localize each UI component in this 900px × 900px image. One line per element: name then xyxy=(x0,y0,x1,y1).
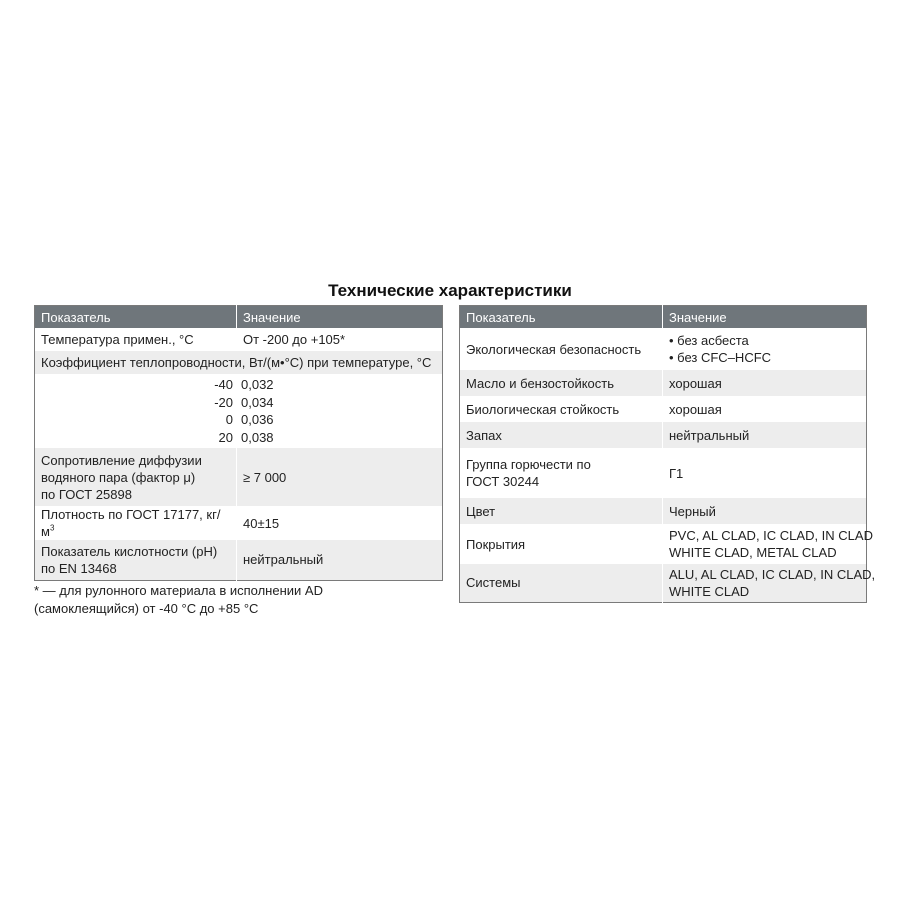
footnote-line: (самоклеящийся) от -40 °С до +85 °С xyxy=(34,601,259,616)
param-cell: Запах xyxy=(460,422,663,448)
value-cell: От -200 до +105* xyxy=(237,328,443,351)
value-line: PVC, AL CLAD, IC CLAD, IN CLAD xyxy=(669,528,873,543)
column-header-parameter: Показатель xyxy=(460,306,663,329)
table-row xyxy=(35,448,443,506)
param-cell xyxy=(35,540,237,580)
value-line: WHITE CLAD, METAL CLAD xyxy=(669,545,837,560)
column-header-parameter: Показатель xyxy=(35,306,237,329)
value-line: ALU, AL CLAD, IC CLAD, IN CLAD, xyxy=(669,566,876,582)
param-line: Сопротивление диффузии xyxy=(41,452,202,468)
temperature-value: 0 xyxy=(225,412,233,427)
table-row xyxy=(35,351,443,374)
value-line: WHITE CLAD xyxy=(669,583,750,599)
temperature-list xyxy=(41,376,241,446)
value-cell: нейтральный xyxy=(663,422,867,448)
param-cell xyxy=(460,448,663,498)
param-line: ГОСТ 30244 xyxy=(466,474,540,489)
superscript: 3 xyxy=(49,523,55,533)
footnote xyxy=(34,582,454,618)
param-line: по EN 13468 xyxy=(41,560,117,576)
right-spec-table xyxy=(459,305,876,603)
value-cell: хорошая xyxy=(663,396,867,422)
value-cell: ≥ 7 000 xyxy=(237,448,443,506)
table-row xyxy=(460,498,867,524)
param-cell: Температура примен., °С xyxy=(35,328,237,351)
table-row xyxy=(460,422,867,448)
param-cell: Покрытия xyxy=(460,524,663,564)
param-line: Показатель кислотности (pH) xyxy=(41,543,218,559)
table-row xyxy=(460,396,867,422)
value-cell: Черный xyxy=(663,498,867,524)
temperature-value: -40 xyxy=(214,377,233,392)
value-line: • без асбеста xyxy=(669,333,749,348)
footnote-line: * — для рулонного материала в исполнении AD xyxy=(34,583,323,598)
param-cell: Биологическая стойкость xyxy=(460,396,663,422)
param-line: по ГОСТ 25898 xyxy=(41,486,132,502)
value-cell: нейтральный xyxy=(237,540,443,580)
value-cell xyxy=(663,564,876,602)
temperature-value: 20 xyxy=(218,429,233,445)
page-title: Технические характеристики xyxy=(328,281,572,300)
value-cell: хорошая xyxy=(663,370,867,396)
table-row xyxy=(460,524,867,564)
value-cell xyxy=(663,328,867,370)
table-row xyxy=(35,328,443,351)
param-line: водяного пара (фактор μ) xyxy=(41,469,196,485)
table-header-row xyxy=(460,306,867,329)
param-cell xyxy=(35,448,237,506)
param-text: Плотность по ГОСТ 17177, кг/м xyxy=(41,507,221,539)
value-cell: Г1 xyxy=(663,448,867,498)
left-spec-table xyxy=(34,305,443,581)
conductivity-value: 0,038 xyxy=(241,429,274,445)
table-row xyxy=(35,374,443,448)
param-cell: Масло и бензостойкость xyxy=(460,370,663,396)
temperature-conductivity-cell xyxy=(35,374,443,448)
table-row xyxy=(460,370,867,396)
value-cell xyxy=(663,524,873,564)
conductivity-value: 0,034 xyxy=(241,394,274,410)
param-cell xyxy=(35,506,237,540)
conductivity-list xyxy=(241,376,274,446)
temperature-value: -20 xyxy=(214,394,233,410)
param-cell: Системы xyxy=(460,564,663,602)
table-header-row xyxy=(35,306,443,329)
table-row xyxy=(35,506,443,540)
param-cell: Экологическая безопасность xyxy=(460,328,663,370)
param-cell-full: Коэффициент теплопроводности, Вт/(м•°С) при температуре, °С xyxy=(35,351,443,374)
column-header-value: Значение xyxy=(237,306,443,329)
value-cell: 40±15 xyxy=(237,506,443,540)
table-row xyxy=(460,564,867,602)
param-cell: Цвет xyxy=(460,498,663,524)
conductivity-value: 0,036 xyxy=(241,412,274,427)
conductivity-value: 0,032 xyxy=(241,377,274,392)
column-header-value: Значение xyxy=(663,306,867,329)
table-row xyxy=(460,448,867,498)
table-row xyxy=(35,540,443,580)
table-row xyxy=(460,328,867,370)
param-line: Группа горючести по xyxy=(466,457,591,472)
value-line: • без CFC–HCFC xyxy=(669,350,772,365)
